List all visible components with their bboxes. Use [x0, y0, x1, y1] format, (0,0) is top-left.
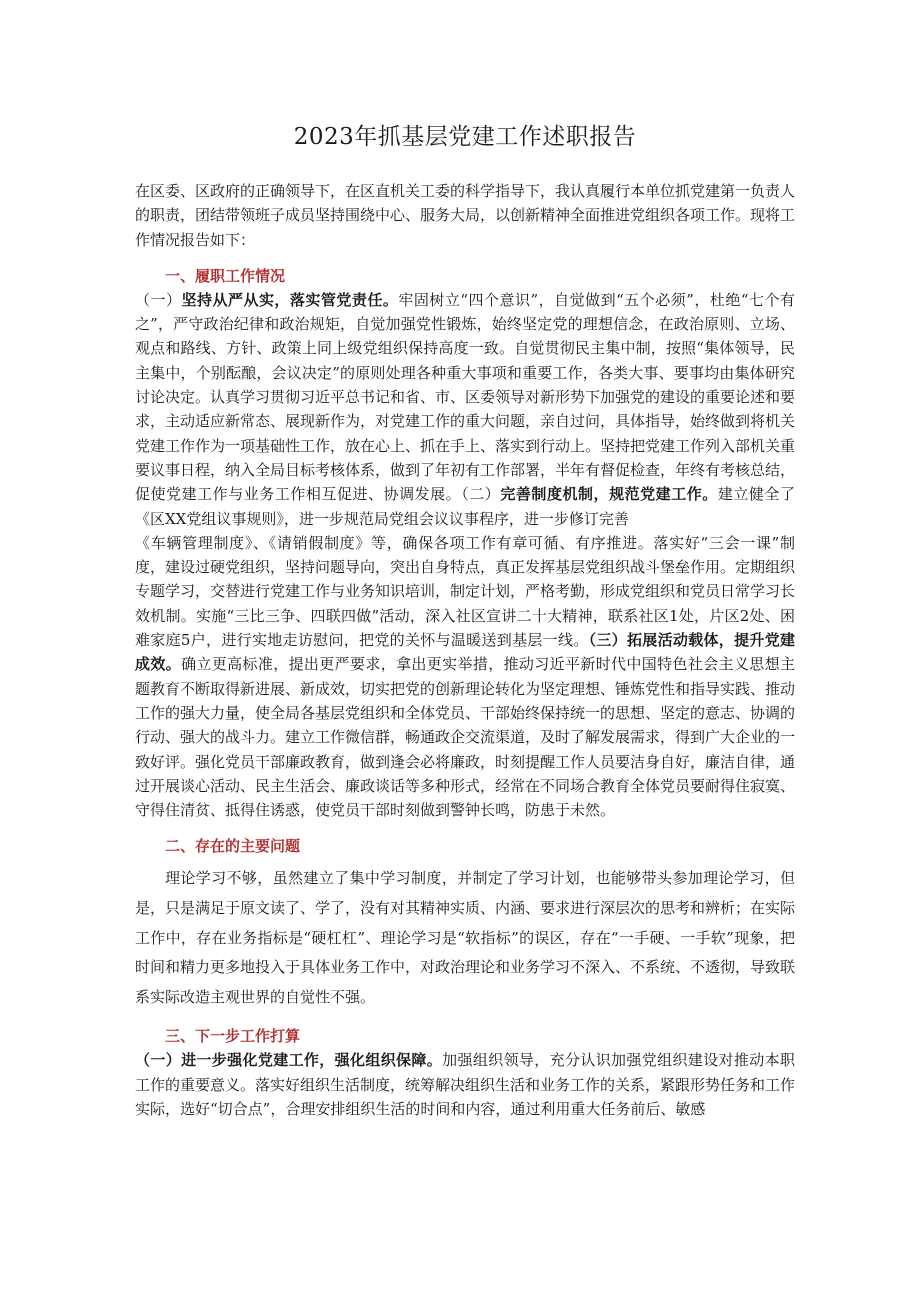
item-number-1: （一） — [135, 290, 182, 309]
section-heading-problems: 二、存在的主要问题 — [165, 837, 301, 856]
section-heading-performance: 一、履职工作情况 — [165, 266, 286, 285]
item-body-1: 牢固树立“四个意识”，自觉做到“五个必须”，杜绝“七个有之”，严守政治纪律和政治规矩，自觉加强党性锻炼，始终坚定党的理想信念，在政治原则、立场、观点和路线、方针、政策上同上级党组织保持高度一致。自觉贯彻民主集中制，按照“集体领导，民主集中，个别酝酿，会议决定”的原则处理各种重大事项和重要工作，各类大事、要事均由集体研究讨论决定。认真学习贯彻习近平总书记和省、市、区委领导对新形势下加强党的建设的重要论述和要求，主动适应新常态、展现新作为，对党建工作的重大问题，亲自过问，具体指导，始终做到将机关党建工作作为一项基础性工作，放在心上、抓在手上、落实到行动上。坚持把党建工作列入部机关重要议事日程，纳入全局目标考核体系，做到了年初有工作部署，半年有督促检查，年终有考核总结，促使党建工作与业务工作相互促进、协调发展。 — [135, 290, 796, 504]
item-title-2: 完善制度机制，规范党建工作。 — [500, 485, 718, 504]
next-item-body-1: 加强组织领导，充分认识加强党组织建设对推动本职工作的重要意义。落实好组织生活制度，统筹解决组织生活和业务工作的关系，紧跟形势任务和工作实际，选好“切合点”，合理安排组织生活的时间和内容，通过利用重大任务前后、敏感 — [135, 1051, 796, 1118]
document-page — [135, 118, 795, 1121]
next-item-title-1: （一）进一步强化党建工作，强化组织保障。 — [135, 1051, 443, 1070]
item-body-3: 确立更高标准，提出更严要求，拿出更实举措，推动习近平新时代中国特色社会主义思想主题教育不断取得新进展、新成效，切实把党的创新理论转化为坚定理想、锤炼党性和指导实践、推动工作的强大力量，使全局各基层党组织和全体党员、干部始终保持统一的思想、坚定的意志、协调的行动、强大的战斗力。建立工作微信群，畅通政企交流渠道，及时了解发展需求，得到广大企业的一致好评。强化党员干部廉政教育，做到逢会必将廉政，时刻提醒工作人员要洁身自好，廉洁自律，通过开展谈心活动、民主生活会、廉政谈话等多种形式，经常在不同场合教育全体党员要耐得住寂寞、守得住清贫、抵得住诱惑，使党员干部时刻做到警钟长鸣，防患于未然。 — [135, 655, 796, 820]
item-body-2-continued: 《车辆管理制度》、《请销假制度》等，确保各项工作有章可循、有序推进。落实好“三会一课”制度，建设过硬党组织，坚持问题导向，突出自身特点，真正发挥基层党组织战斗堡垒作用。定期组织专题学习，交替进行党建工作与业务知识培训，制定计划，严格考勤，形成党组织和党员日常学习长效机制。实施“三比三争、四联四做”活动，深入社区宣讲二十大精神，联系社区1处，片区2处、困难家庭5户，进行实地走访慰问，把党的关怀与温暖送到基层一线。 — [135, 533, 796, 650]
performance-paragraph-1 — [135, 288, 795, 531]
section-heading-next-steps: 三、下一步工作打算 — [165, 1027, 301, 1046]
next-steps-paragraph — [135, 1048, 795, 1121]
document-title: 2023年抓基层党建工作述职报告 — [293, 124, 637, 150]
item-title-1: 坚持从严从实，落实管党责任。 — [181, 290, 399, 309]
intro-paragraph: 在区委、区政府的正确领导下，在区直机关工委的科学指导下，我认真履行本单位抓党建第一负责人的职责，团结带领班子成员坚持围绕中心、服务大局，以创新精神全面推进党组织各项工作。现将工作情况报告如下： — [135, 182, 796, 249]
item-number-2: （二） — [461, 485, 501, 504]
problems-paragraph: 理论学习不够，虽然建立了集中学习制度，并制定了学习计划，也能够带头参加理论学习，但是，只是满足于原文读了、学了，没有对其精神实质、内涵、要求进行深层次的思考和辨析；在实际工作中，存在业务指标是“硬杠杠”、理论学习是“软指标”的误区，存在“一手硬、一手软”现象，把时间和精力更多地投入于具体业务工作中，对政治理论和业务学习不深入、不系统、不透彻，导致联系实际改造主观世界的自觉性不强。 — [135, 869, 796, 1006]
item-title-3: （三）拓展活动载体，提升党建成效。 — [135, 631, 795, 674]
item-body-2: 建立健全了《区XX党组议事规则》，进一步规范局党组会议议事程序，进一步修订完善 — [135, 485, 795, 528]
performance-paragraph-2 — [135, 531, 795, 823]
